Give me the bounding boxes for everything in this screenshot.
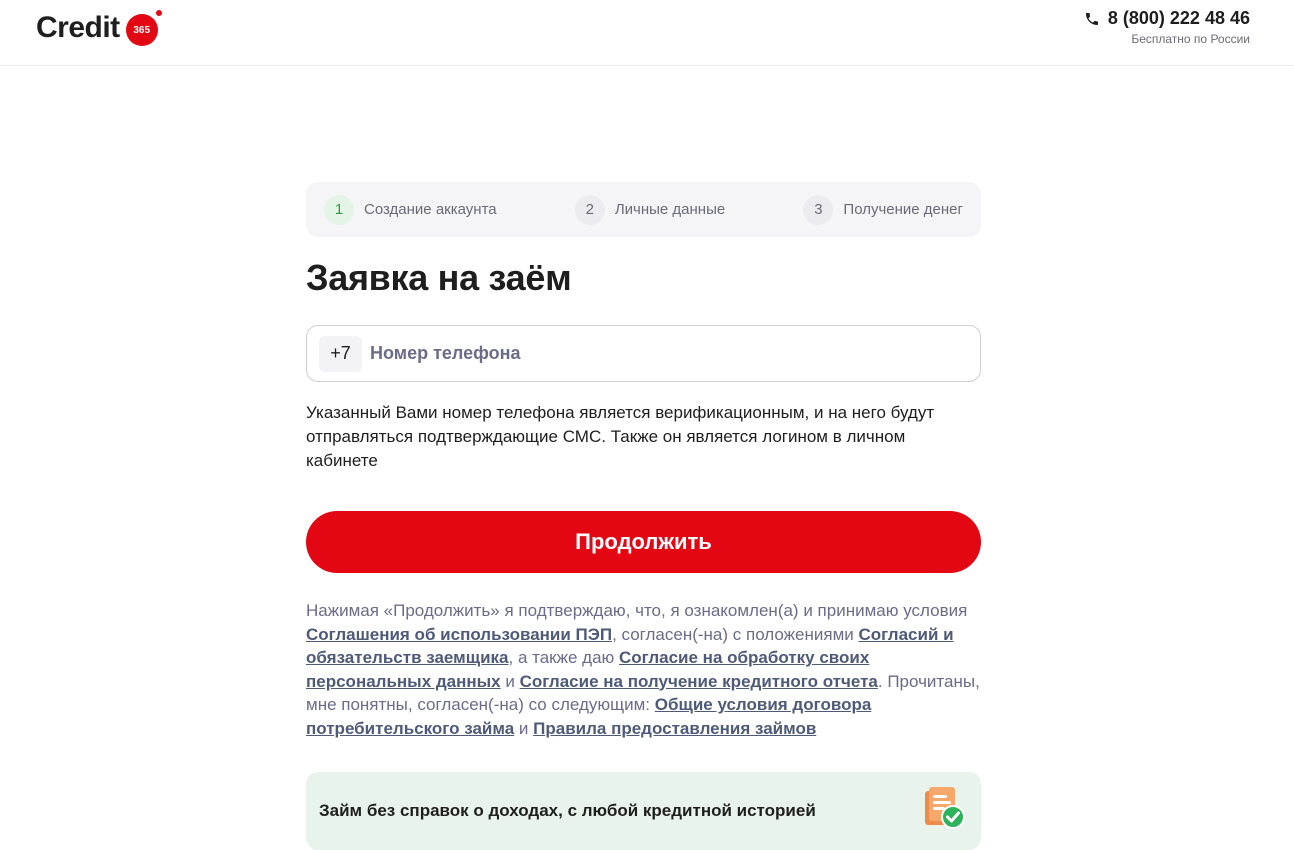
legal-text: , а также даю <box>508 648 620 667</box>
logo[interactable] <box>36 10 158 46</box>
continue-button[interactable]: Продолжить <box>306 511 981 573</box>
loan-application <box>306 182 981 850</box>
link-credit-report-consent[interactable]: Согласие на получение кредитного отчета <box>519 671 878 691</box>
link-personal-data-consent[interactable]: Согласие на обработку своих персональных данных <box>306 648 870 691</box>
logo-badge-text: 365 <box>133 24 151 36</box>
logo-text: Credit <box>36 11 120 44</box>
legal-text: Нажимая «Продолжить» я подтверждаю, что, я ознакомлен(а) и принимаю условия <box>306 601 968 620</box>
step-number: 1 <box>324 195 354 225</box>
step-number: 3 <box>803 195 833 225</box>
legal-text: и <box>500 671 520 691</box>
link-general-loan-terms[interactable]: Общие условия договора потребительского займа <box>306 695 872 738</box>
hotline-caption: Бесплатно по России <box>1131 32 1250 46</box>
hotline-block <box>1084 8 1250 46</box>
step-label: Личные данные <box>614 201 726 218</box>
phone-input[interactable] <box>370 343 930 364</box>
progress-steps <box>306 182 981 237</box>
step-get-money <box>803 195 963 225</box>
link-loan-rules[interactable]: Правила предоставления займов <box>533 718 817 738</box>
logo-badge <box>126 14 158 46</box>
promo-text: Займ без справок о доходах, с любой кредитной историей <box>319 801 816 820</box>
link-borrower-obligations[interactable]: Согласий и обязательств заемщика <box>306 624 954 667</box>
step-label: Получение денег <box>843 201 963 218</box>
phone-input-wrapper[interactable] <box>306 325 981 382</box>
phone-icon <box>1084 11 1100 27</box>
legal-text: и <box>514 718 534 738</box>
page-title: Заявка на заём <box>306 257 572 298</box>
legal-consent-text <box>306 599 981 740</box>
hotline-number[interactable]: 8 (800) 222 48 46 <box>1107 8 1250 28</box>
phone-country-prefix: +7 <box>319 336 362 372</box>
step-number: 2 <box>575 195 605 225</box>
logo-dot <box>154 8 164 18</box>
legal-text: , согласен(-на) с положениями <box>612 624 859 644</box>
hotline-row[interactable] <box>1084 8 1250 29</box>
legal-text: . Прочитаны, мне понятны, согласен(-на) со следующим: <box>306 671 980 714</box>
step-label: Создание аккаунта <box>364 201 497 218</box>
document-check-icon <box>919 785 967 837</box>
promo-banner <box>306 772 981 850</box>
phone-hint: Указанный Вами номер телефона является верификационным, и на него будут отправляться подтверждающие СМС. Также он является логином в личном кабинете <box>306 403 935 470</box>
step-create-account <box>324 195 497 225</box>
link-pep-agreement[interactable]: Соглашения об использовании ПЭП <box>306 624 613 644</box>
step-personal-data <box>575 195 725 225</box>
site-header <box>0 0 1294 66</box>
